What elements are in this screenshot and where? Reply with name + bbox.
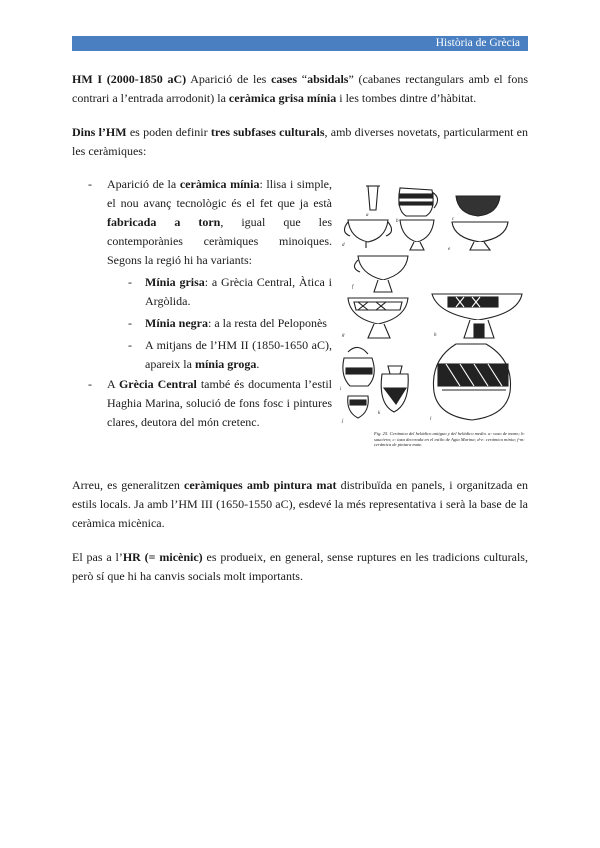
text-span: El pas a l’ <box>72 550 123 564</box>
text-span: Aparició de la <box>107 177 180 191</box>
page-header-bar <box>72 36 528 51</box>
text-span: “ <box>297 72 308 86</box>
svg-text:j: j <box>342 419 344 424</box>
sub-list-item <box>72 273 332 311</box>
paragraph-subfases <box>72 123 528 161</box>
bullet-dash: - <box>128 275 132 289</box>
bullet-list <box>72 175 332 432</box>
list-item <box>72 375 332 432</box>
text-span: : a Grècia Central, Àtica i Argòlida. <box>145 275 333 308</box>
svg-text:e: e <box>448 247 451 252</box>
text-span: . <box>256 357 260 371</box>
svg-text:c: c <box>452 217 455 222</box>
bullet-dash: - <box>128 316 132 330</box>
pottery-drawings <box>338 176 530 434</box>
svg-text:h: h <box>434 333 437 338</box>
term-minia-grisa: Mínia grisa <box>145 275 205 289</box>
pottery-figure <box>338 176 530 458</box>
text-span: es poden definir <box>126 125 211 139</box>
text-span: i les tombes dintre d’hàbitat. <box>336 91 477 105</box>
svg-text:f: f <box>352 285 354 290</box>
svg-text:l: l <box>430 417 432 422</box>
svg-text:g: g <box>342 333 345 338</box>
paragraph-pintura-mat <box>72 476 528 533</box>
svg-text:i: i <box>340 387 342 392</box>
term-ceramica-minia: ceràmica mínia <box>179 177 260 191</box>
term-ceramica-grisa: ceràmica grisa mínia <box>228 91 337 105</box>
text-span: : a la resta del Peloponès <box>208 316 327 330</box>
text-span: A <box>107 377 119 391</box>
paragraph-hm1 <box>72 70 528 108</box>
sub-list-item <box>72 336 332 374</box>
text-span: : llisa i simple, el nou avanç tecnològic és el fet que ja està <box>107 177 332 210</box>
text-span: A mitjans de l’HM II (1850-1650 aC), apareix la <box>145 338 332 371</box>
bullet-dash: - <box>88 377 92 391</box>
figure-caption: Fig. 25. Cerámica del heládico antiguo y del heládico medio. a: vaso de mano; b: sauciera; c: taza decorada en el estilo de Agia Marina; d-e: cerámica minia; f-m: cerámica de pintura mate. <box>374 431 525 447</box>
text-span: Aparició de les <box>186 72 272 86</box>
term-dins-hm: Dins l’HM <box>72 125 127 139</box>
term-minia-groga: mínia groga <box>194 357 257 371</box>
term-subfases: tres subfases culturals <box>210 125 325 139</box>
term-grecia-central: Grècia Central <box>118 377 197 391</box>
svg-text:a: a <box>366 213 369 218</box>
term-hr-micenic: HR (= micènic) <box>122 550 203 564</box>
paragraph-hr <box>72 548 528 586</box>
text-span: distribuïda en panels, i organitzada en estils locals. Ja amb l’HM III (1650-1550 aC), esdevé la més representativa i serà la base de la ceràmica micènica. <box>72 478 528 530</box>
list-item <box>72 175 332 270</box>
svg-text:d: d <box>342 243 345 248</box>
hm1-period: HM I (2000-1850 aC) <box>72 72 187 86</box>
svg-text:b: b <box>396 219 399 224</box>
term-fabricada-torn: fabricada a torn <box>107 215 221 229</box>
bullet-dash: - <box>88 177 92 191</box>
text-span: també és documenta l’estil Haghia Marina, solució de fons fosc i pintures clares, deutora del món cretenc. <box>107 377 332 429</box>
sub-list-item <box>72 314 332 333</box>
term-pintura-mat: ceràmiques amb pintura mat <box>184 478 337 492</box>
text-span: Arreu, es generalitzen <box>72 478 185 492</box>
bullet-dash: - <box>128 338 132 352</box>
text-span: , igual que les contemporànies ceràmiques minoiques. Segons la regió hi ha variants: <box>107 215 333 267</box>
text-span: , amb diverses novetats, particularment en les ceràmiques: <box>72 125 528 158</box>
text-span: ” (cabanes rectangulars amb el fons contrari a l’entrada arrodonit) la <box>72 72 529 105</box>
term-cases: cases <box>271 72 298 86</box>
term-minia-negra: Mínia negra <box>145 316 208 330</box>
term-absidals: absidals <box>307 72 349 86</box>
text-span: es produeix, en general, sense ruptures en les tradicions culturals, però sí que hi ha canvis socials molt importants. <box>72 550 528 583</box>
header-title: Història de Grècia <box>435 37 520 49</box>
svg-text:k: k <box>378 411 381 416</box>
